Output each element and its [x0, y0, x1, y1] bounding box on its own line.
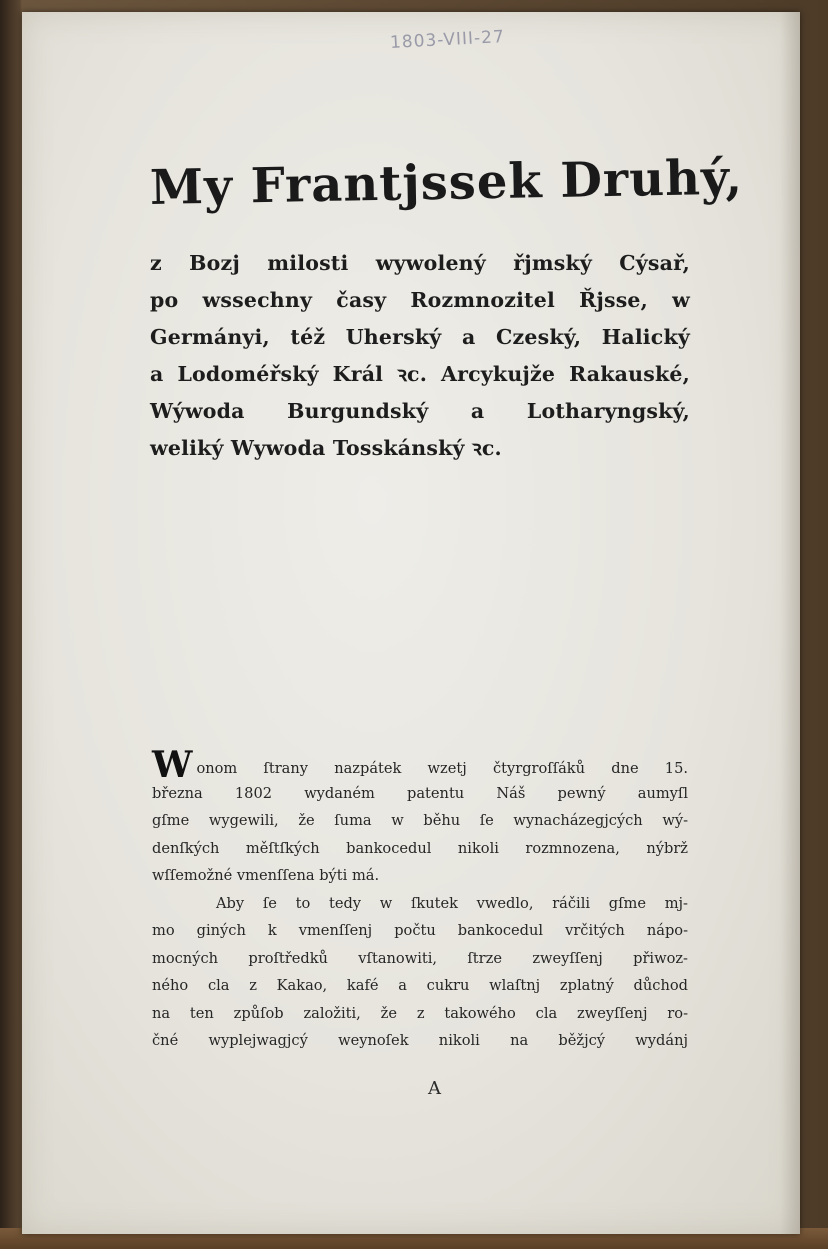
title-line: weliký Wywoda Tosskánský ꝛc. [150, 436, 502, 460]
body-line: mocných proſtředků vſtanowiti, ſtrze zweyſſenj přiwoz- [152, 949, 688, 967]
body-line: wſſemožné vmenſſena býti má. [152, 867, 380, 884]
title-line: a Lodoméřský Král ꝛc. Arcykujže Rakauské, [150, 362, 690, 386]
title-line: po wssechny časy Rozmnozitel Řjsse, w [150, 288, 690, 312]
title-line: z Bozj milosti wywolený řjmský Cýsař, [150, 251, 690, 275]
title-line: Wýwoda Burgundský a Lotharyngský, [150, 399, 690, 423]
body-line: čné wyplejwagjcý weynoſek nikoli na běžjcý wydánj [152, 1032, 688, 1049]
body-line: Aby ſe to tedy w ſkutek vwedlo, ráčili gſme mj- [216, 894, 688, 912]
body-line: denſkých měſtſkých bankocedul nikoli rozmnozena, nýbrž [152, 839, 688, 857]
body-line: ného cla z Kakao, kafé a cukru wlaſtnj zplatný důchod [152, 977, 688, 994]
body-line: mo giných k vmenſſenj počtu bankocedul vrčitých nápo- [152, 922, 688, 939]
title-block [150, 245, 690, 467]
body-line: března 1802 wydaném patentu Náš pewný aumyſl [152, 784, 688, 802]
body-line-first [152, 744, 688, 786]
catchword: A [428, 1078, 441, 1099]
initial-letter: W [152, 744, 193, 786]
body-line: na ten způſob založiti, že z takowého cla zweyſſenj ro- [152, 1004, 688, 1022]
document-heading: My Frantjssek Druhý, [149, 149, 744, 216]
title-line: Germányi, též Uherský a Czeský, Halický [150, 325, 690, 349]
body-text [152, 744, 688, 1055]
archive-mark: 1803-VIII-27 [389, 27, 506, 53]
body-line-text: onom ſtrany nazpátek wzetj čtyrgroſſáků dne 15. [196, 760, 688, 777]
body-line: gſme wygewili, že ſuma w běhu ſe wynacházegjcých wý- [152, 812, 688, 829]
